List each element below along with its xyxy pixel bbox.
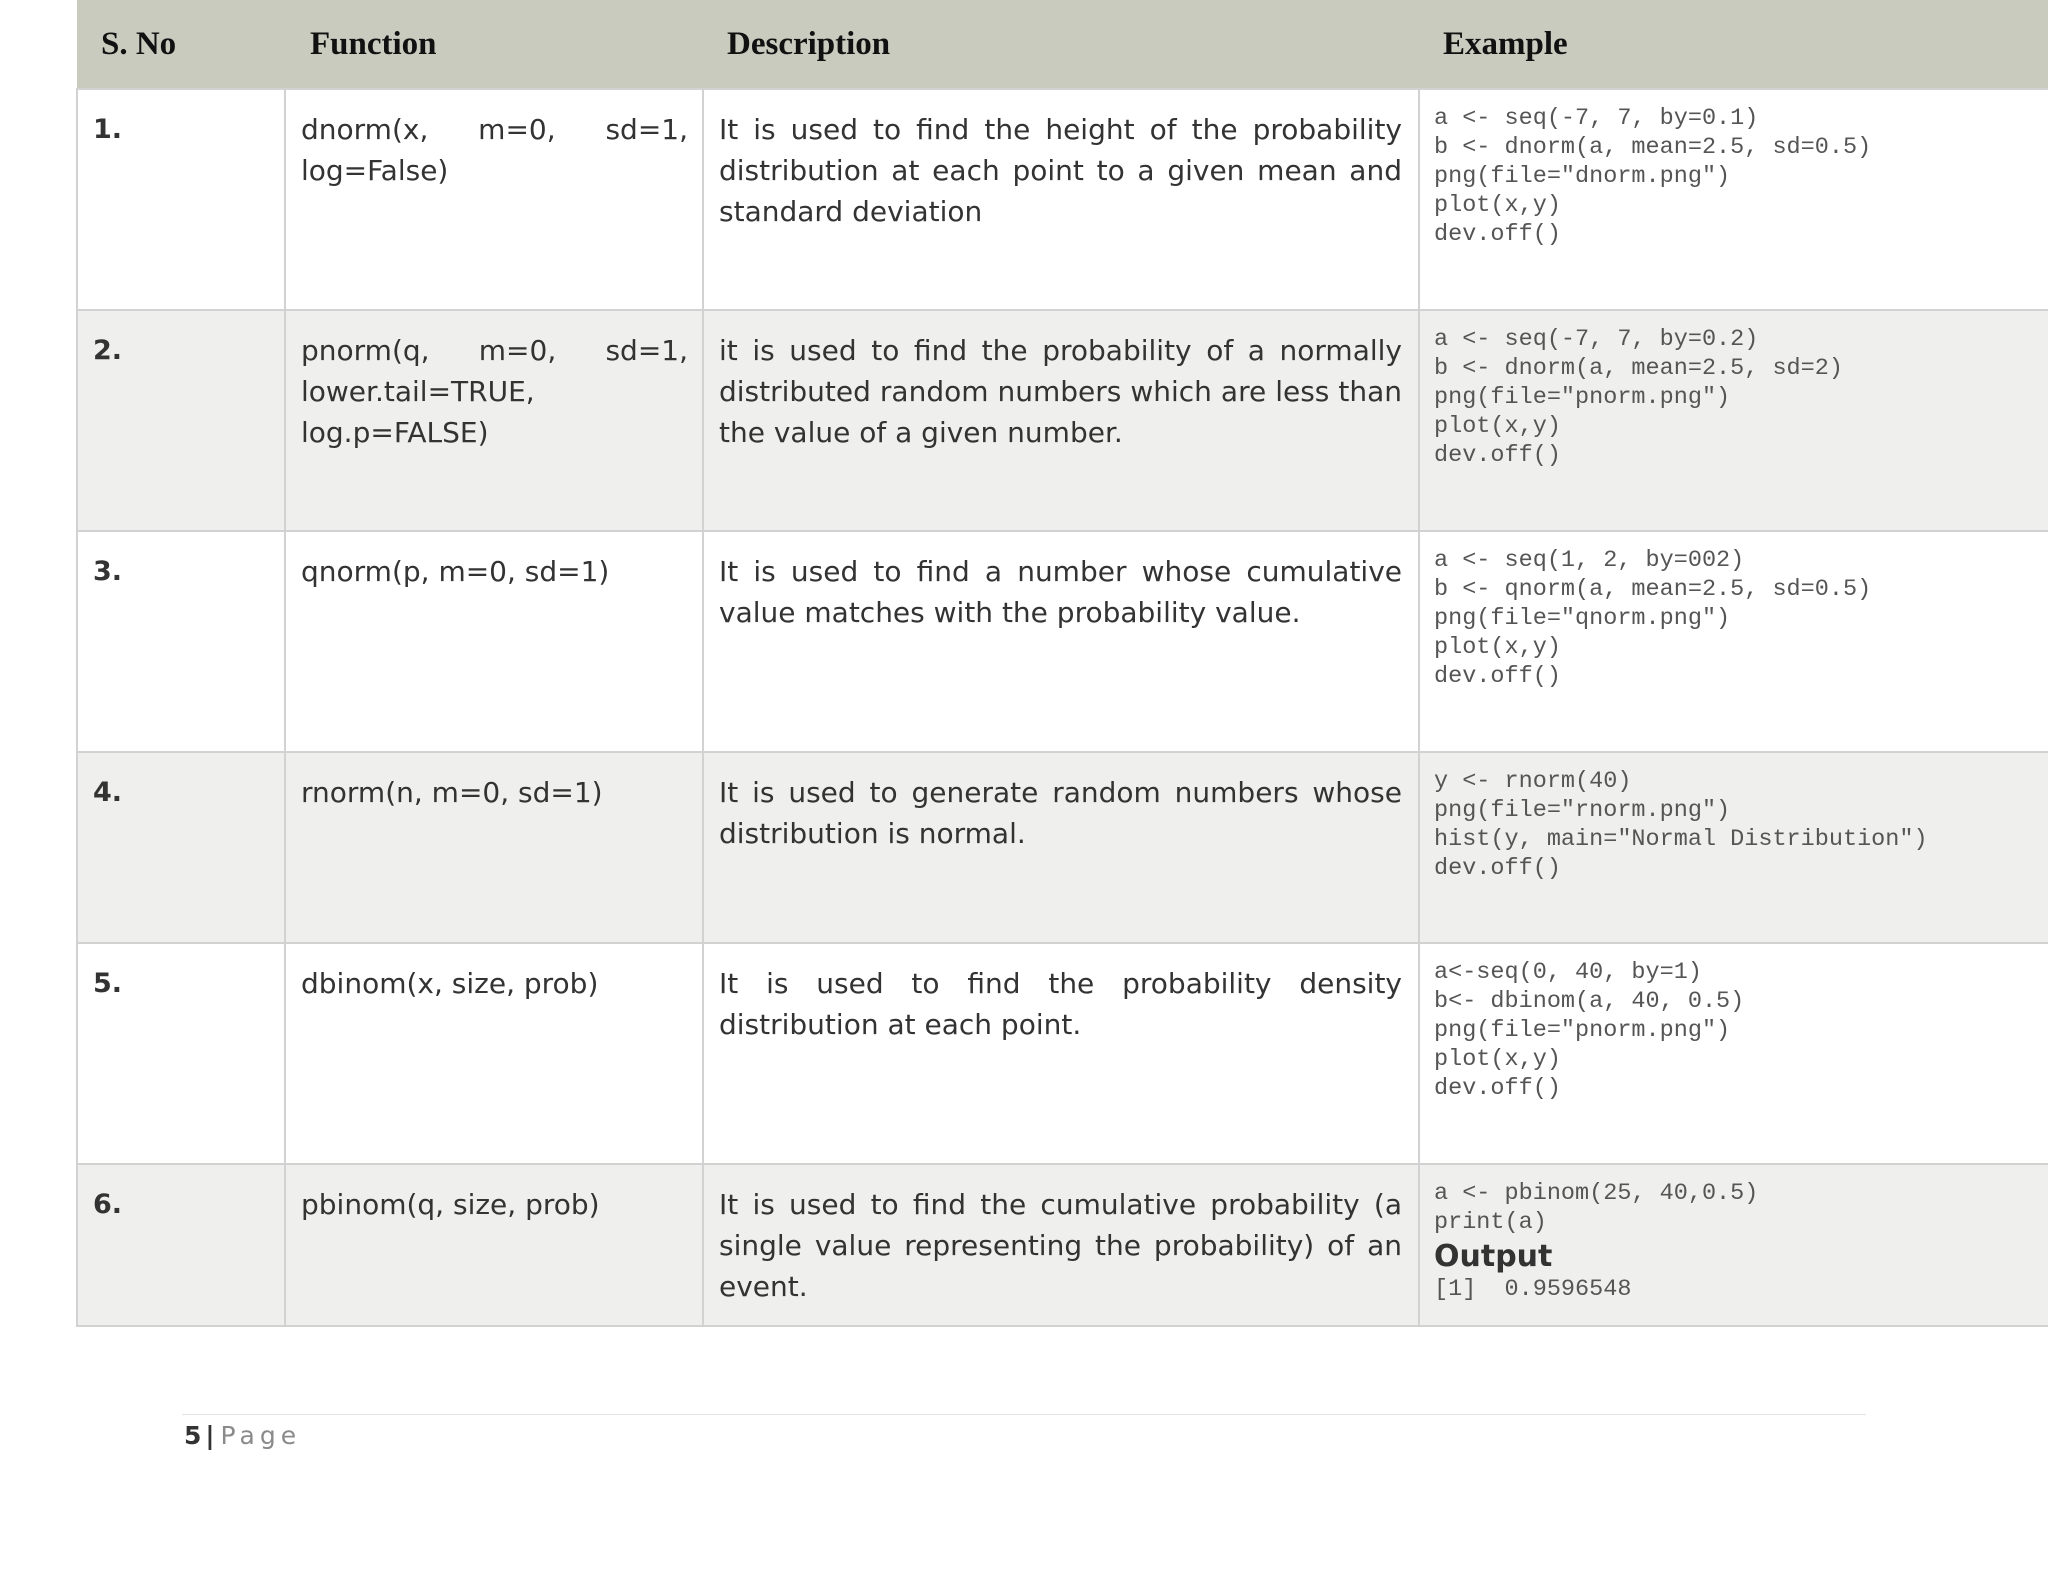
function-cell [285,89,703,310]
header-sno: S. No [77,0,285,89]
sno-cell [77,1164,285,1326]
function-cell [285,1164,703,1326]
function-cell [285,310,703,531]
sno-cell [77,310,285,531]
output-value: [1] 0.9596548 [1434,1276,1632,1303]
function-signature: rnorm(n, m=0, sd=1) [301,776,603,809]
code-example: a <- seq(-7, 7, by=0.1) b <- dnorm(a, mean=2.5, sd=0.5) png(file="dnorm.png") plot(x,y) dev.off() [1434,105,1872,248]
header-example: Example [1419,0,2048,89]
function-signature: dnorm(x, m=0, sd=1, log=False) [301,113,688,187]
function-description: It is used to find the height of the probability distribution at each point to a given mean and standard deviation [719,113,1402,228]
example-cell [1419,943,2048,1164]
function-signature: dbinom(x, size, prob) [301,967,599,1000]
row-number: 4. [93,777,123,808]
table-row [77,943,2048,1164]
description-cell [703,1164,1419,1326]
function-description: It is used to find the cumulative probability (a single value representing the probability) of an event. [719,1188,1402,1303]
example-cell [1419,752,2048,943]
sno-cell [77,752,285,943]
function-signature: pbinom(q, size, prob) [301,1188,600,1221]
description-cell [703,943,1419,1164]
function-description: It is used to find the probability density distribution at each point. [719,967,1402,1041]
function-cell [285,531,703,752]
r-functions-table [76,0,2048,1327]
page-label: Page [220,1421,302,1450]
row-number: 2. [93,335,123,366]
function-signature: qnorm(p, m=0, sd=1) [301,555,610,588]
header-description: Description [703,0,1419,89]
footer-divider [182,1414,1866,1415]
sno-cell [77,943,285,1164]
example-cell [1419,531,2048,752]
example-cell [1419,89,2048,310]
table-row [77,1164,2048,1326]
footer-separator: | [205,1421,215,1450]
code-example: y <- rnorm(40) png(file="rnorm.png") hist(y, main="Normal Distribution") dev.off() [1434,768,1928,882]
code-example: a <- seq(-7, 7, by=0.2) b <- dnorm(a, mean=2.5, sd=2) png(file="pnorm.png") plot(x,y) dev.off() [1434,326,1843,469]
table-row [77,752,2048,943]
page-footer [184,1421,301,1450]
description-cell [703,531,1419,752]
description-cell [703,310,1419,531]
code-example: a <- seq(1, 2, by=002) b <- qnorm(a, mean=2.5, sd=0.5) png(file="qnorm.png") plot(x,y) dev.off() [1434,547,1872,690]
function-description: It is used to generate random numbers whose distribution is normal. [719,776,1402,850]
row-number: 5. [93,968,123,999]
example-cell [1419,1164,2048,1326]
table-row [77,531,2048,752]
function-description: It is used to find a number whose cumulative value matches with the probability value. [719,555,1402,629]
sno-cell [77,89,285,310]
output-label: Output [1434,1239,1553,1274]
function-cell [285,943,703,1164]
code-example: a <- pbinom(25, 40,0.5) print(a) [1434,1180,1759,1236]
row-number: 3. [93,556,123,587]
function-description: it is used to find the probability of a normally distributed random numbers which are less than the value of a given number. [719,334,1402,449]
example-cell [1419,310,2048,531]
sno-cell [77,531,285,752]
row-number: 6. [93,1189,123,1220]
function-signature: pnorm(q, m=0, sd=1, lower.tail=TRUE, log.p=FALSE) [301,334,688,449]
function-cell [285,752,703,943]
table-header-row [77,0,2048,89]
table-row [77,310,2048,531]
header-function: Function [285,0,703,89]
code-example: a<-seq(0, 40, by=1) b<- dbinom(a, 40, 0.5) png(file="pnorm.png") plot(x,y) dev.off() [1434,959,1745,1102]
description-cell [703,752,1419,943]
table-row [77,89,2048,310]
description-cell [703,89,1419,310]
row-number: 1. [93,114,123,145]
page-number: 5 [184,1421,202,1450]
